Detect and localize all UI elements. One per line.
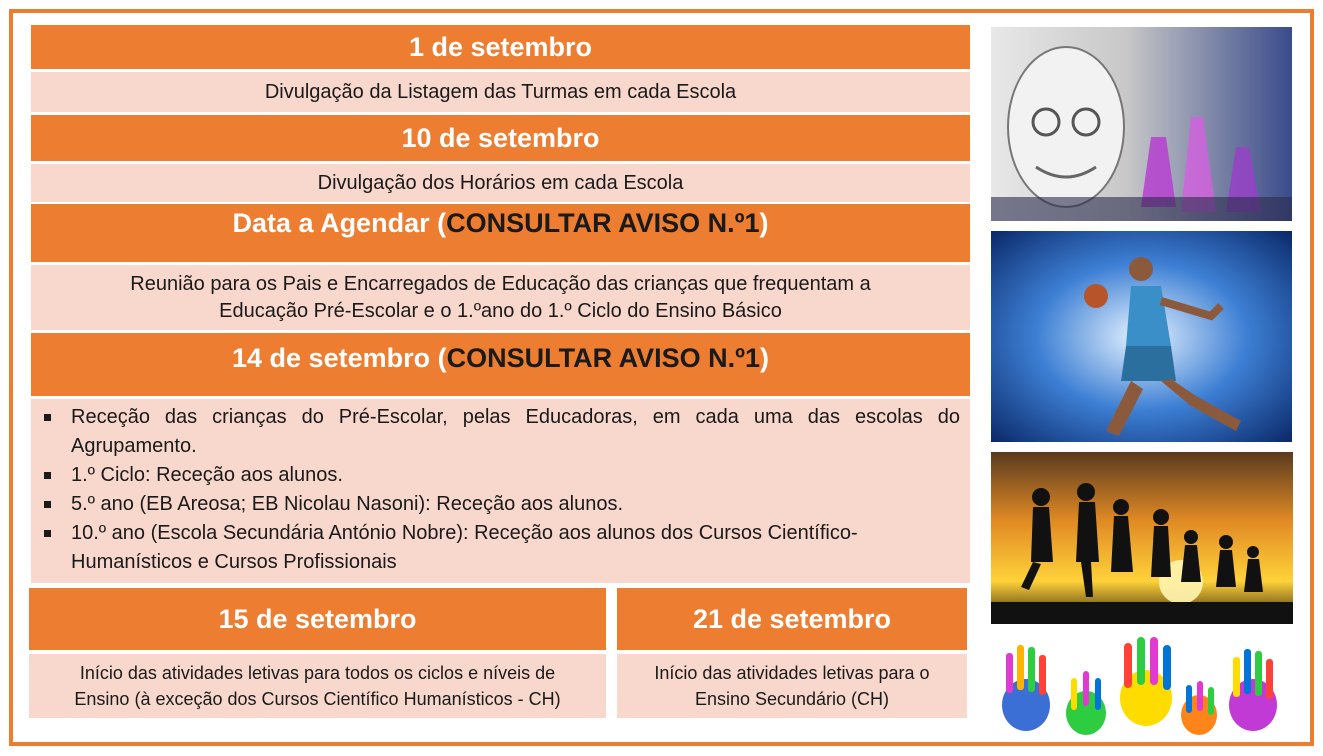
science-illustration-image	[991, 27, 1292, 221]
event-text-inicio-secundario: Início das atividades letivas para o Ensino Secundário (CH)	[617, 654, 967, 718]
painted-hands-image	[991, 633, 1291, 737]
list-item: 1.º Ciclo: Receção aos alunos.	[31, 461, 970, 490]
date-header-15-setembro: 15 de setembro	[29, 588, 606, 650]
event-text-reuniao-pais: Reunião para os Pais e Encarregados de Educação das crianças que frequentam a Educação Pré-Escolar e o 1.ºano do 1.º Ciclo do Ensino Básico	[31, 265, 970, 330]
aviso-highlight: CONSULTAR AVISO N.º1	[446, 343, 760, 373]
date-header-14-setembro: 14 de setembro ( CONSULTAR AVISO N.º1 )	[31, 333, 970, 396]
event-list-14-setembro	[31, 399, 970, 583]
date-header-21-setembro: 21 de setembro	[617, 588, 967, 650]
list-item: Receção das crianças do Pré-Escolar, pelas Educadoras, em cada uma das escolas do Agrupamento.	[31, 403, 970, 461]
children-silhouettes-image	[991, 452, 1293, 624]
aviso-highlight: CONSULTAR AVISO N.º1	[446, 208, 760, 238]
basketball-player-image	[991, 231, 1292, 442]
list-item: 10.º ano (Escola Secundária António Nobre): Receção aos alunos dos Cursos Científico-Humanísticos e Cursos Profissionais	[31, 519, 970, 577]
date-header-10-setembro: 10 de setembro	[31, 115, 970, 161]
event-text-horarios: Divulgação dos Horários em cada Escola	[31, 164, 970, 202]
event-text-inicio-atividades: Início das atividades letivas para todos os ciclos e níveis de Ensino (à exceção dos Cursos Científico Humanísticos - CH)	[29, 654, 606, 718]
event-text-listagem-turmas: Divulgação da Listagem das Turmas em cada Escola	[31, 72, 970, 112]
list-item: 5.º ano (EB Areosa; EB Nicolau Nasoni): Receção aos alunos.	[31, 490, 970, 519]
date-header-data-a-agendar: Data a Agendar ( CONSULTAR AVISO N.º1 )	[31, 204, 970, 262]
date-header-1-setembro: 1 de setembro	[31, 25, 970, 69]
